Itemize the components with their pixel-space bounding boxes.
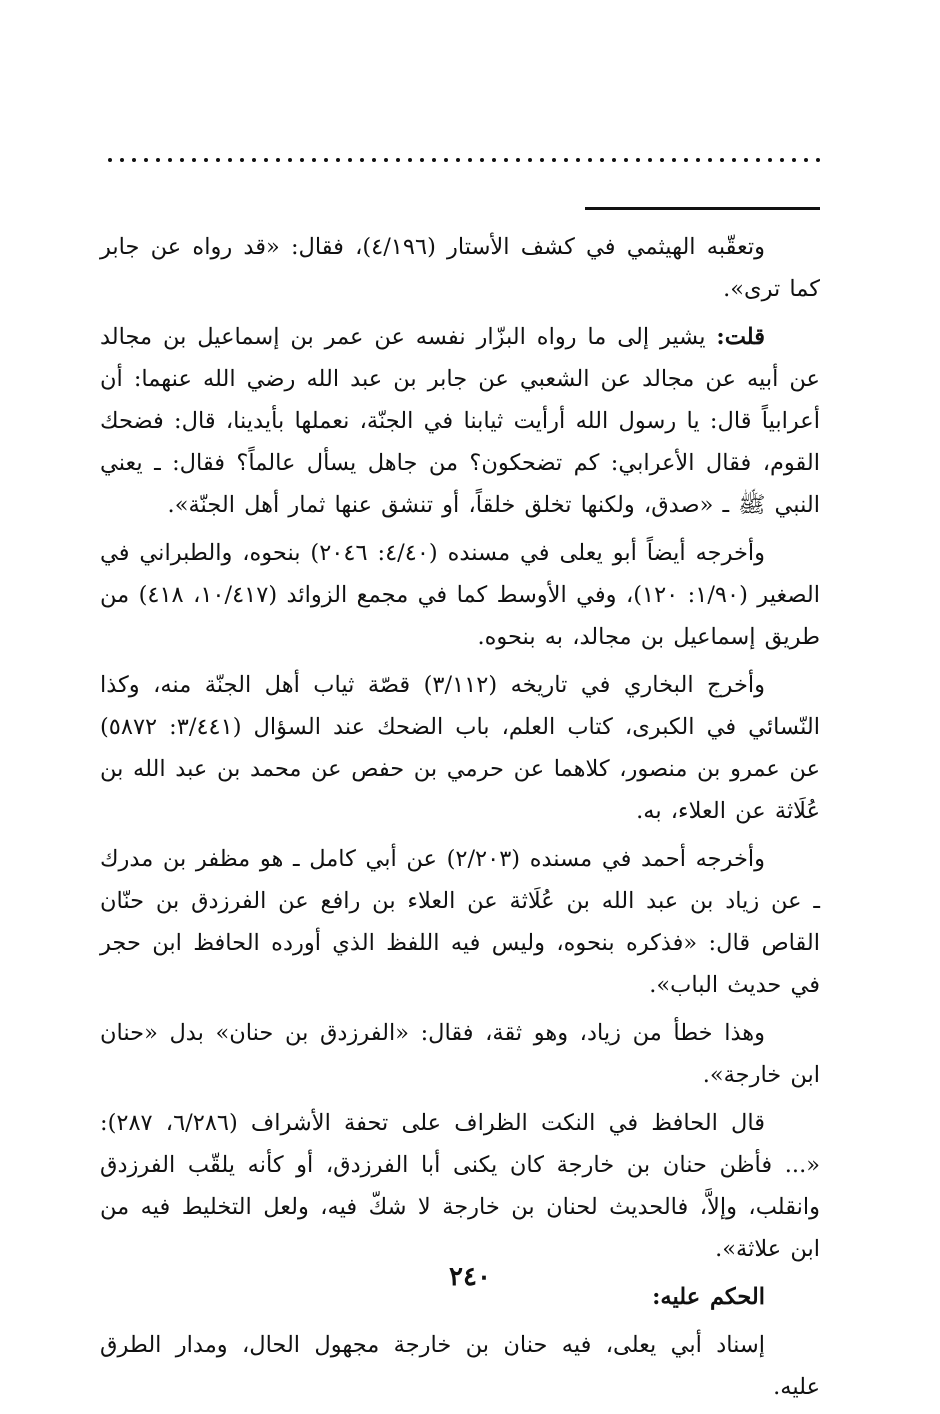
paragraph-7: قال الحافظ في النكت الظراف على تحفة الأشراف (٦/٢٨٦، ٢٨٧): «... فأظن حنان بن خارجة كان يكنى أبا الفرزدق، أو كأنه يلقّب الفرزدق وانقلب، وإلاَّ، فالحديث لحنان بن خارجة لا شكّ فيه، ولعل التخليط فيه من ابن علاثة». [100, 1110, 820, 1262]
paragraph-1: وتعقّبه الهيثمي في كشف الأستار (٤/١٩٦)، فقال: «قد رواه عن جابر كما ترى». [100, 234, 820, 302]
separator-dot [792, 158, 796, 162]
separator-dot [492, 158, 496, 162]
separator-dot [300, 158, 304, 162]
separator-dot [624, 158, 628, 162]
separator-dot [384, 158, 388, 162]
paragraph-4: وأخرج البخاري في تاريخه (٣/١١٢) قصّة ثياب أهل الجنّة منه، وكذا النّسائي في الكبرى، كتاب العلم، باب الضحك عند السؤال (٣/٤٤١: ٥٨٧٢) عن عمرو بن منصور، كلاهما عن حرمي بن حفص عن محمد بن عبد الله بن عُلَاثة عن العلاء، به. [100, 672, 821, 824]
separator-dot [744, 158, 748, 162]
separator-dot [600, 158, 604, 162]
separator-dot [756, 158, 760, 162]
paragraph-8: إسناد أبي يعلى، فيه حنان بن خارجة مجهول الحال، ومدار الطرق عليه. [100, 1332, 820, 1400]
separator-dot [324, 158, 328, 162]
paragraph-5: وأخرجه أحمد في مسنده (٢/٢٠٣) عن أبي كامل ـ هو مظفر بن مدرك ـ عن زياد بن عبد الله بن عُلَاثة عن العلاء بن رافع عن الفرزدق بن حنّان القاص قال: «فذكره بنحوه، وليس فيه اللفظ الذي أورده الحافظ ابن حجر في حديث الباب». [100, 846, 820, 998]
separator-dot [636, 158, 640, 162]
separator-dot [720, 158, 724, 162]
footnote-rule [585, 207, 820, 210]
paragraph-2-lead: قلت: [716, 324, 765, 350]
separator-dot [252, 158, 256, 162]
separator-dot [588, 158, 592, 162]
separator-dot [264, 158, 268, 162]
separator-dot [144, 158, 148, 162]
separator-dot [732, 158, 736, 162]
separator-dot [216, 158, 220, 162]
separator-dot [204, 158, 208, 162]
separator-dot [156, 158, 160, 162]
separator-dot [372, 158, 376, 162]
separator-dot [228, 158, 232, 162]
separator-dot [816, 158, 820, 162]
separator-dot [456, 158, 460, 162]
separator-dot [348, 158, 352, 162]
separator-dot [516, 158, 520, 162]
separator-dot [312, 158, 316, 162]
separator-dot [504, 158, 508, 162]
separator-dot [708, 158, 712, 162]
paragraph-2-text: يشير إلى ما رواه البزّار نفسه عن عمر بن إسماعيل بن مجالد عن أبيه عن مجالد عن الشعبي عن جابر بن عبد الله رضي الله عنهما: أن أعرابياً قال: يا رسول الله أرأيت ثيابنا في الجنّة، نعملها بأيدينا، قال: فضحك القوم، فقال الأعرابي: كم تضحكون؟ من جاهل يسأل عالماً؟ فقال: ـ يعني النبي ﷺ ـ «صدق، ولكنها تخلق خلقاً، أو تنشق عنها ثمار أهل الجنّة». [100, 324, 820, 518]
separator-dot [576, 158, 580, 162]
page-number: ٢٤٠ [449, 1262, 491, 1292]
separator-dot [168, 158, 172, 162]
separator-dot [540, 158, 544, 162]
separator-dot [396, 158, 400, 162]
separator-dot [528, 158, 532, 162]
paragraph-6: وهذا خطأ من زياد، وهو ثقة، فقال: «الفرزدق بن حنان» بدل «حنان ابن خارجة». [100, 1020, 820, 1088]
dotted-separator [108, 150, 820, 170]
separator-dot [336, 158, 340, 162]
separator-dot [780, 158, 784, 162]
separator-dot [648, 158, 652, 162]
separator-dot [180, 158, 184, 162]
separator-dot [552, 158, 556, 162]
separator-dot [480, 158, 484, 162]
paragraph-2 [100, 316, 820, 526]
separator-dot [408, 158, 412, 162]
separator-dot [684, 158, 688, 162]
separator-dot [660, 158, 664, 162]
section-heading: الحكم عليه: [652, 1284, 765, 1310]
separator-dot [192, 158, 196, 162]
separator-dot [696, 158, 700, 162]
body-text [100, 226, 820, 1414]
separator-dot [444, 158, 448, 162]
separator-dot [360, 158, 364, 162]
separator-dot [240, 158, 244, 162]
separator-dot [132, 158, 136, 162]
separator-dot [564, 158, 568, 162]
separator-dot [288, 158, 292, 162]
separator-dot [804, 158, 808, 162]
separator-dot [468, 158, 472, 162]
separator-dot [612, 158, 616, 162]
separator-dot [276, 158, 280, 162]
separator-dot [768, 158, 772, 162]
separator-dot [672, 158, 676, 162]
separator-dot [108, 158, 112, 162]
separator-dot [420, 158, 424, 162]
paragraph-3: وأخرجه أيضاً أبو يعلى في مسنده (٤/٤٠: ٢٠٤٦) بنحوه، والطبراني في الصغير (١/٩٠: ١٢٠)، وفي الأوسط كما في مجمع الزوائد (١٠/٤١٧، ٤١٨) من طريق إسماعيل بن مجالد، به بنحوه. [100, 540, 820, 650]
separator-dot [120, 158, 124, 162]
separator-dot [432, 158, 436, 162]
